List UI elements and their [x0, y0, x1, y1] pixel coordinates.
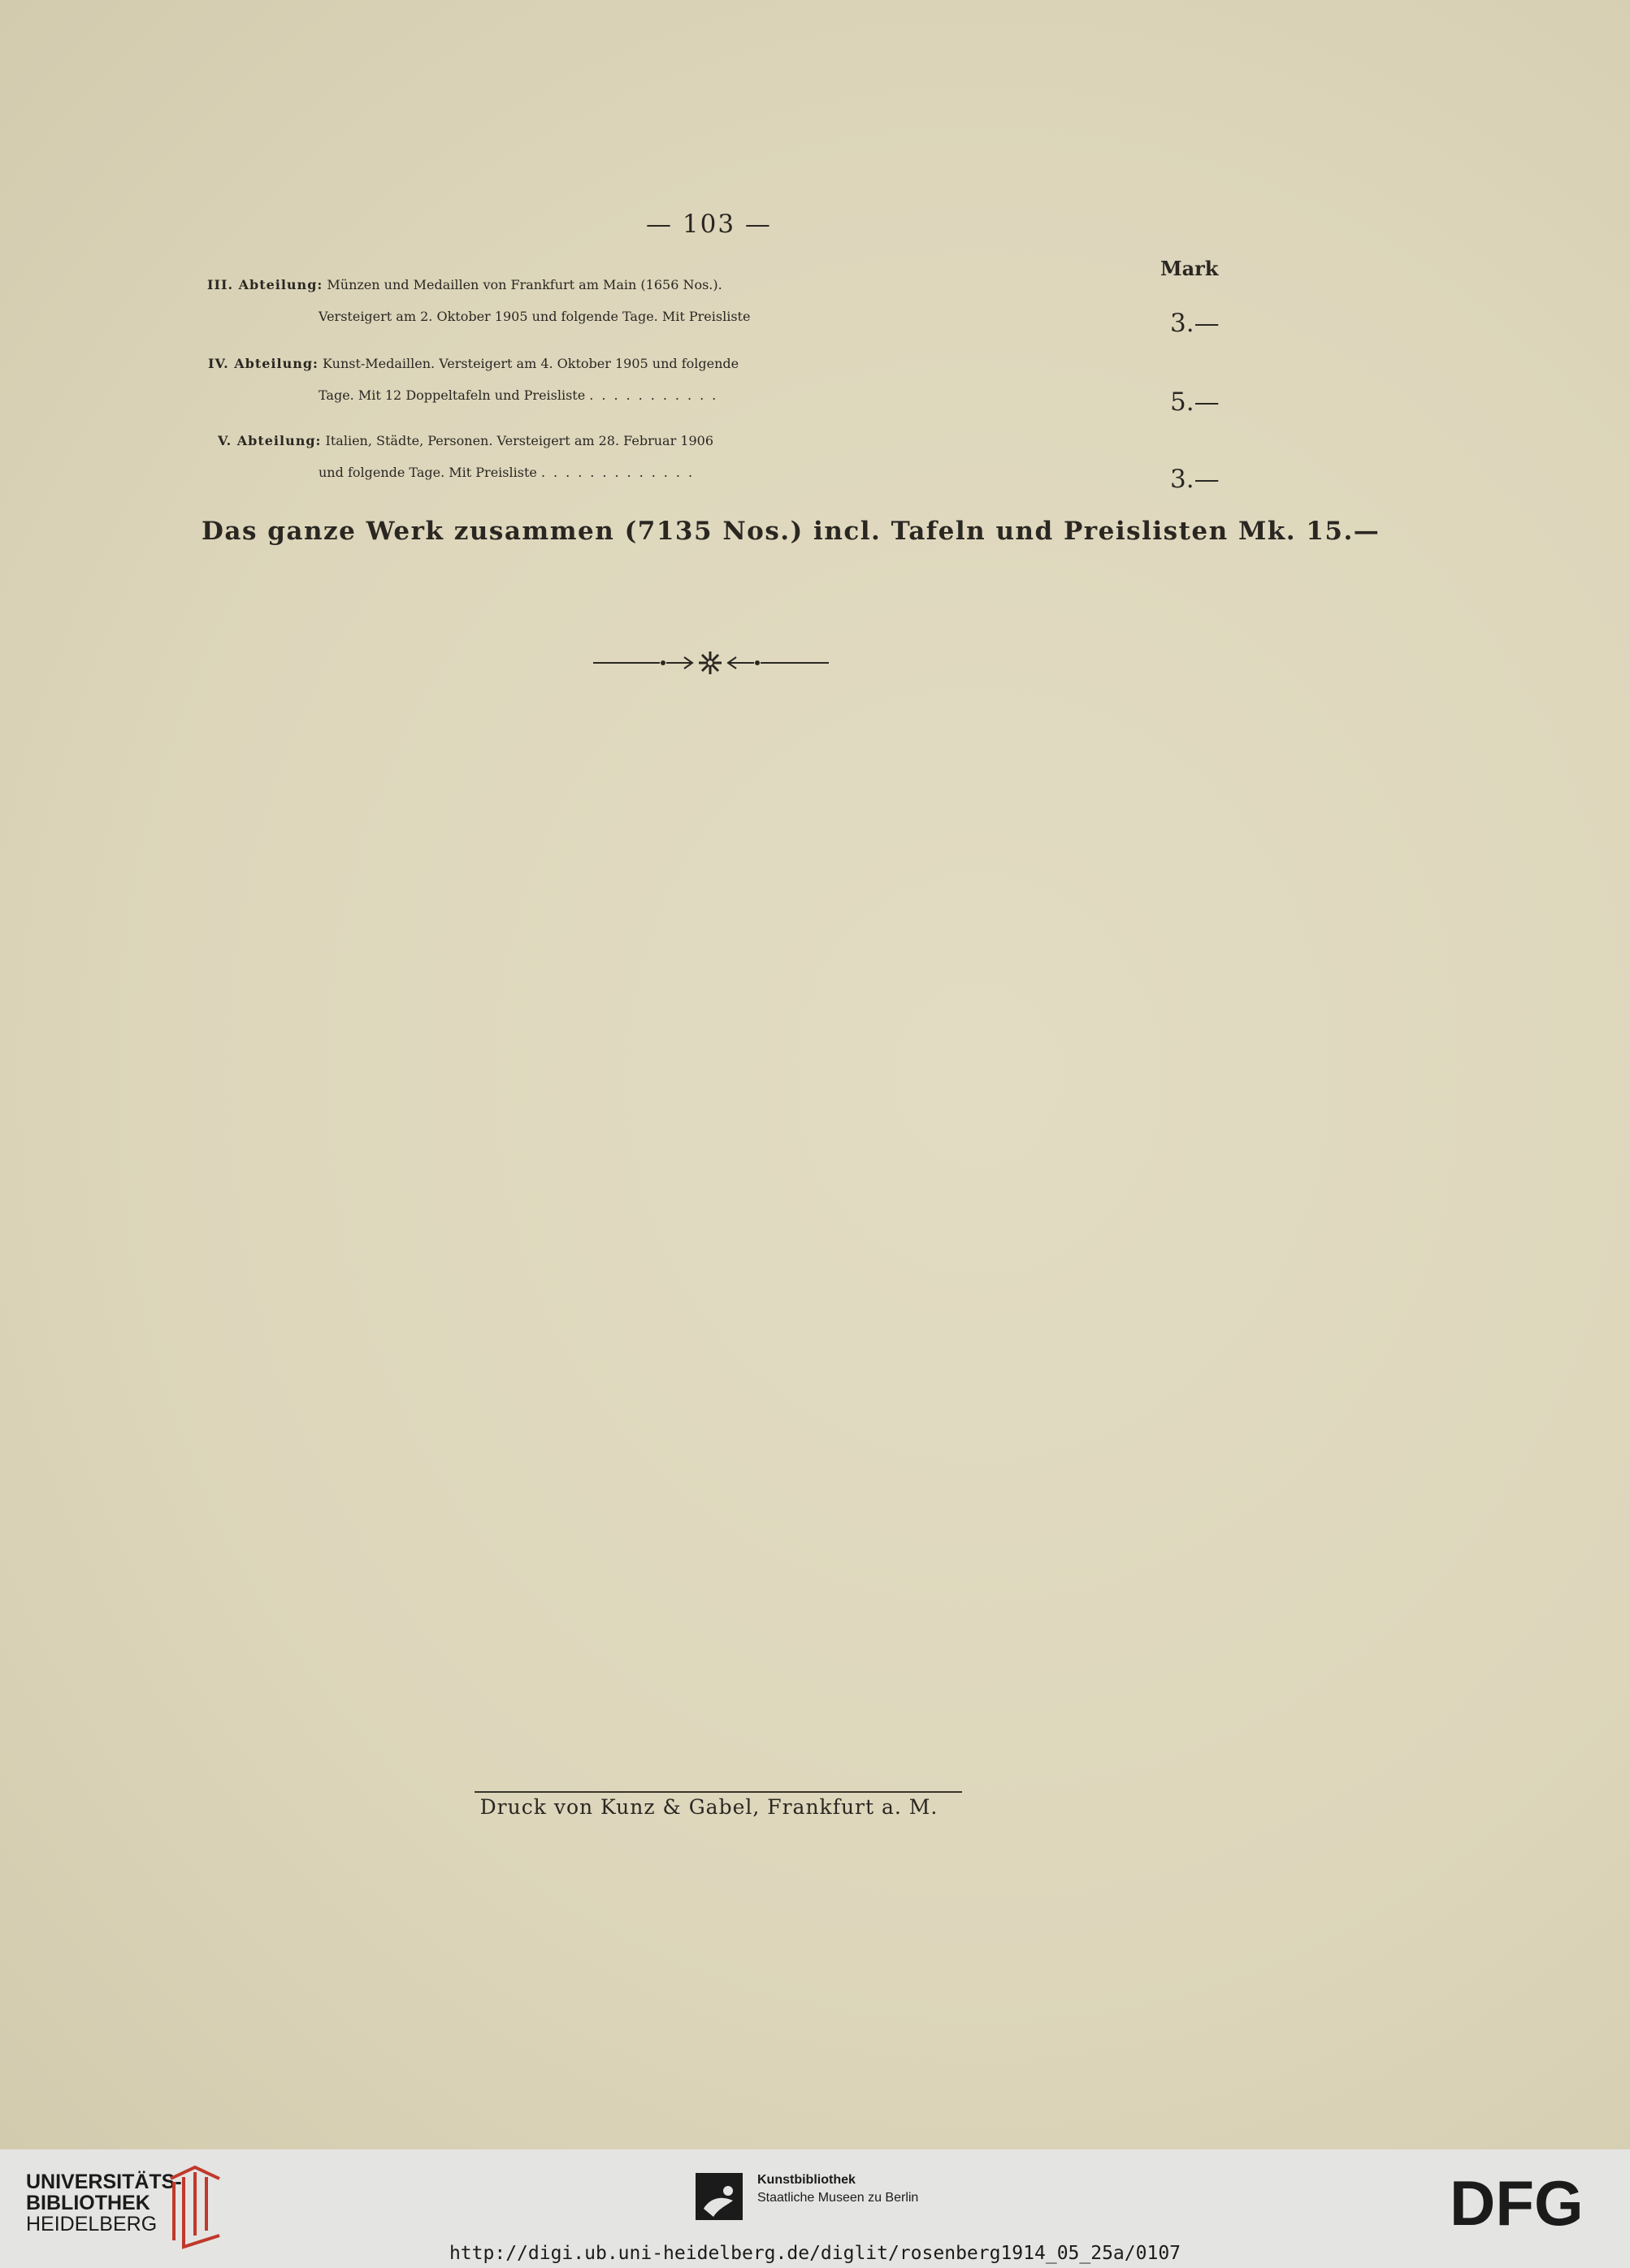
entry-iii-line2 — [319, 309, 750, 324]
total-line: Das ganze Werk zusammen (7135 Nos.) incl. Tafeln und Preislisten Mk. 15.— — [202, 517, 1381, 546]
partner-name: Kunstbibliothek — [757, 2173, 856, 2187]
dfg-logo-text: DFG — [1450, 2175, 1584, 2231]
entry-v-leader-dots: ............. — [540, 465, 701, 480]
entry-iii-auction-text: Versteigert am 2. Oktober 1905 und folgende Tage. Mit Preisliste — [319, 309, 751, 324]
permalink-url[interactable]: http://digi.ub.uni-heidelberg.de/diglit/rosenberg1914_05_25a/0107 — [449, 2243, 1181, 2264]
entry-iii-description: Münzen und Medaillen von Frankfurt am Main (1656 Nos.). — [327, 277, 722, 292]
partner-institution — [757, 2171, 918, 2207]
entry-iv-leader-dots: ........... — [589, 387, 725, 403]
entry-v-department: V. Abteilung: — [218, 433, 322, 448]
entry-v-price: 3.— — [1170, 465, 1220, 494]
entry-iv-price: 5.— — [1170, 387, 1220, 417]
printer-divider — [475, 1791, 962, 1793]
entry-iii-line1 — [207, 277, 722, 292]
entry-v-line2 — [319, 465, 700, 480]
ub-heidelberg-logo-icon — [163, 2162, 228, 2252]
university-library-name — [26, 2171, 182, 2235]
entry-iv-line1 — [208, 356, 739, 371]
decorative-divider-ornament — [593, 647, 829, 679]
partner-subtitle: Staatliche Museen zu Berlin — [757, 2191, 919, 2205]
entry-iii-department: III. Abteilung: — [207, 277, 323, 292]
entry-iv-auction-text: Tage. Mit 12 Doppeltafeln und Preisliste — [319, 387, 586, 403]
page-number: — 103 — — [646, 210, 772, 239]
entry-iv-description: Kunst-Medaillen. Versteigert am 4. Oktober 1905 und folgende — [323, 356, 739, 371]
entry-iv-line2 — [319, 387, 724, 403]
library-name-line2: BIBLIOTHEK — [26, 2192, 150, 2214]
entry-v-description: Italien, Städte, Personen. Versteigert am 28. Februar 1906 — [325, 433, 714, 448]
entry-iii-price: 3.— — [1170, 309, 1220, 338]
entry-v-auction-text: und folgende Tage. Mit Preisliste — [319, 465, 537, 480]
kunstbibliothek-logo-icon — [696, 2173, 743, 2220]
dfg-logo-icon — [1450, 2175, 1607, 2231]
library-name-line3: HEIDELBERG — [26, 2213, 158, 2236]
library-name-line1: UNIVERSITÄTS- — [26, 2171, 182, 2193]
entry-v-line1 — [218, 433, 713, 448]
price-column-header: Mark — [1160, 257, 1219, 280]
entry-iv-department: IV. Abteilung: — [208, 356, 319, 371]
printer-credit: Druck von Kunz & Gabel, Frankfurt a. M. — [479, 1795, 939, 1819]
